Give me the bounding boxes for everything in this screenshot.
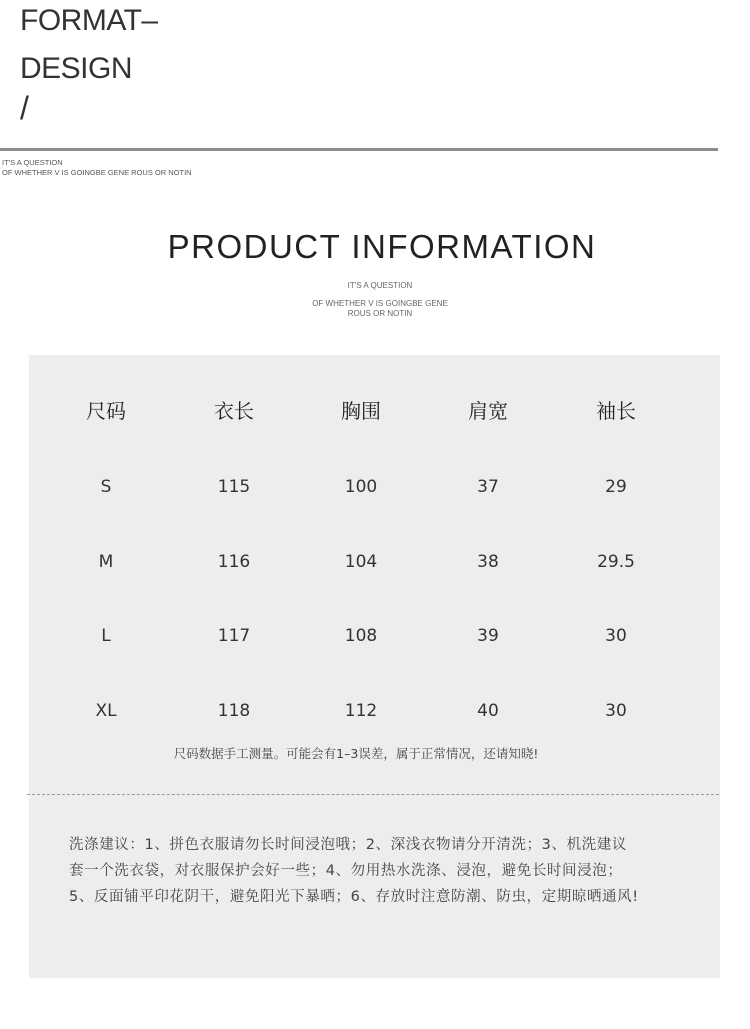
care-instructions-line-3: 5、反面铺平印花阴干，避免阳光下暴晒；6、存放时注意防潮、防虫，定期晾晒通风! [69, 889, 639, 905]
cell-size: M [98, 552, 114, 572]
cell-shoulder: 38 [477, 552, 499, 572]
header-tagline-2: OF WHETHER V IS GOINGBE GENE ROUS OR NOTIN [2, 168, 192, 177]
cell-size: L [101, 626, 111, 646]
cell-chest: 108 [344, 626, 378, 646]
section-subtitle-3: ROUS OR NOTIN [347, 309, 413, 318]
section-subtitle-2: OF WHETHER V IS GOINGBE GENE [312, 299, 448, 308]
header-cell-size: 尺码 [86, 399, 126, 423]
cell-length: 117 [217, 626, 251, 646]
section-title: PRODUCT INFORMATION [167, 228, 597, 265]
table-row [0, 621, 750, 651]
header-tagline-1: IT'S A QUESTION [2, 158, 63, 167]
cell-chest: 112 [344, 701, 378, 721]
dashed-divider [27, 794, 719, 795]
cell-length: 115 [217, 477, 251, 497]
cell-shoulder: 37 [477, 477, 499, 497]
cell-size: S [100, 477, 112, 497]
table-row [0, 472, 750, 502]
header-divider [0, 148, 718, 151]
size-table-header-row [0, 396, 750, 426]
header-cell-shoulder: 肩宽 [468, 399, 508, 423]
care-instructions-line-2: 套一个洗衣袋，对衣服保护会好一些；4、勿用热水洗涤、浸泡，避免长时间浸泡； [69, 863, 623, 879]
cell-size: XL [95, 701, 117, 721]
header-cell-length: 衣长 [214, 399, 254, 423]
cell-length: 116 [217, 552, 251, 572]
section-subtitle-1: IT'S A QUESTION [347, 281, 413, 290]
cell-sleeve: 29.5 [597, 552, 635, 572]
header-design-text: DESIGN [20, 52, 133, 85]
cell-sleeve: 30 [605, 701, 627, 721]
measurement-note: 尺码数据手工测量。可能会有1–3误差，属于正常情况，还请知晓! [173, 746, 539, 761]
header-cell-chest: 胸围 [341, 399, 381, 423]
cell-sleeve: 30 [605, 626, 627, 646]
cell-sleeve: 29 [605, 477, 627, 497]
header-format-text: FORMAT– [20, 4, 158, 37]
care-instructions-line-1: 洗涤建议：1、拼色衣服请勿长时间浸泡哦；2、深浅衣物请分开清洗；3、机洗建议 [69, 837, 627, 853]
header-slash: / [20, 90, 29, 126]
cell-chest: 104 [344, 552, 378, 572]
cell-shoulder: 40 [477, 701, 499, 721]
cell-shoulder: 39 [477, 626, 499, 646]
table-row [0, 696, 750, 726]
cell-chest: 100 [344, 477, 378, 497]
header-cell-sleeve: 袖长 [596, 399, 636, 423]
table-row [0, 547, 750, 577]
cell-length: 118 [217, 701, 251, 721]
